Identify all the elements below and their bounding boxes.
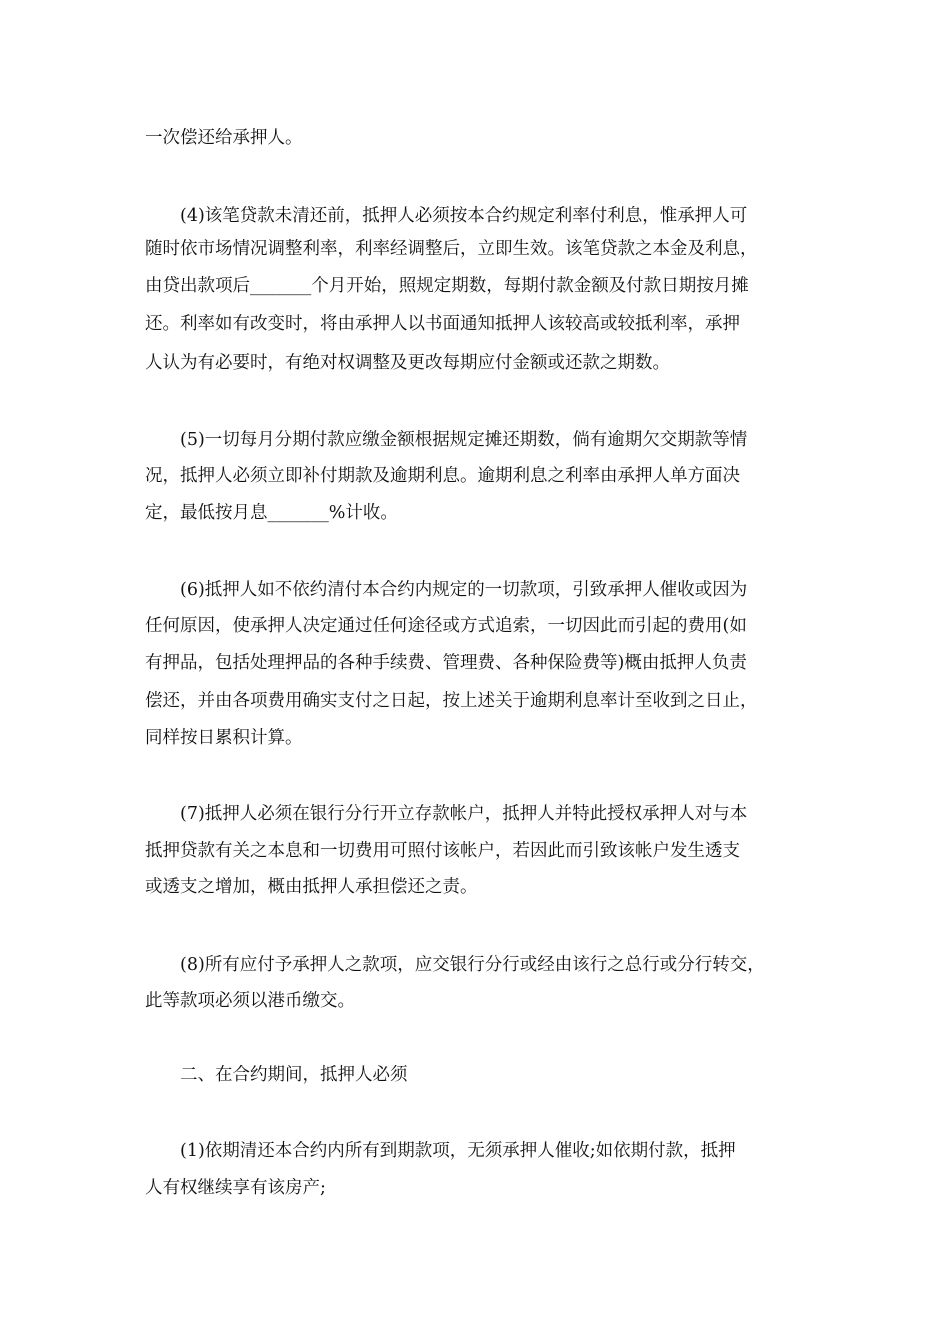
text-line: 随时依市场情况调整利率，利率经调整后，立即生效。该笔贷款之本金及利息，: [145, 239, 758, 259]
text-line: 同样按日累积计算。: [145, 728, 303, 748]
text-line: 人有权继续享有该房产;: [145, 1178, 326, 1198]
text-line: 偿还，并由各项费用确实支付之日起，按上述关于逾期利息率计至收到之日止，: [145, 691, 758, 711]
text-line: (5)一切每月分期付款应缴金额根据规定摊还期数，倘有逾期欠交期款等情: [180, 430, 748, 450]
text-line: 由贷出款项后_______个月开始，照规定期数，每期付款金额及付款日期按月摊: [145, 276, 749, 296]
text-line: 或透支之增加，概由抵押人承担偿还之责。: [145, 877, 478, 897]
text-line: 任何原因，使承押人决定通过任何途径或方式追索，一切因此而引起的费用(如: [145, 616, 747, 636]
text-line: 人认为有必要时，有绝对权调整及更改每期应付金额或还款之期数。: [145, 353, 670, 373]
text-line: (6)抵押人如不依约清付本合约内规定的一切款项，引致承押人催收或因为: [180, 580, 748, 600]
text-line: 抵押贷款有关之本息和一切费用可照付该帐户，若因此而引致该帐户发生透支: [145, 841, 740, 861]
text-line: 有押品，包括处理押品的各种手续费、管理费、各种保险费等)概由抵押人负责: [145, 653, 747, 673]
text-line: 况，抵押人必须立即补付期款及逾期利息。逾期利息之利率由承押人单方面决: [145, 466, 740, 486]
text-line: (4)该笔贷款未清还前，抵押人必须按本合约规定利率付利息，惟承押人可: [180, 206, 748, 226]
text-line: (7)抵押人必须在银行分行开立存款帐户，抵押人并特此授权承押人对与本: [180, 804, 748, 824]
text-line: 此等款项必须以港币缴交。: [145, 991, 355, 1011]
text-line: 一次偿还给承押人。: [145, 128, 303, 148]
text-line: 还。利率如有改变时，将由承押人以书面通知抵押人该较高或较抵利率，承押: [145, 314, 740, 334]
text-line: (8)所有应付予承押人之款项，应交银行分行或经由该行之总行或分行转交，: [180, 955, 765, 975]
section-heading: 二、在合约期间，抵押人必须: [180, 1065, 408, 1085]
text-line: 定，最低按月息_______%计收。: [145, 503, 398, 523]
text-line: (1)依期清还本合约内所有到期款项，无须承押人催收;如依期付款，抵押: [180, 1141, 736, 1161]
